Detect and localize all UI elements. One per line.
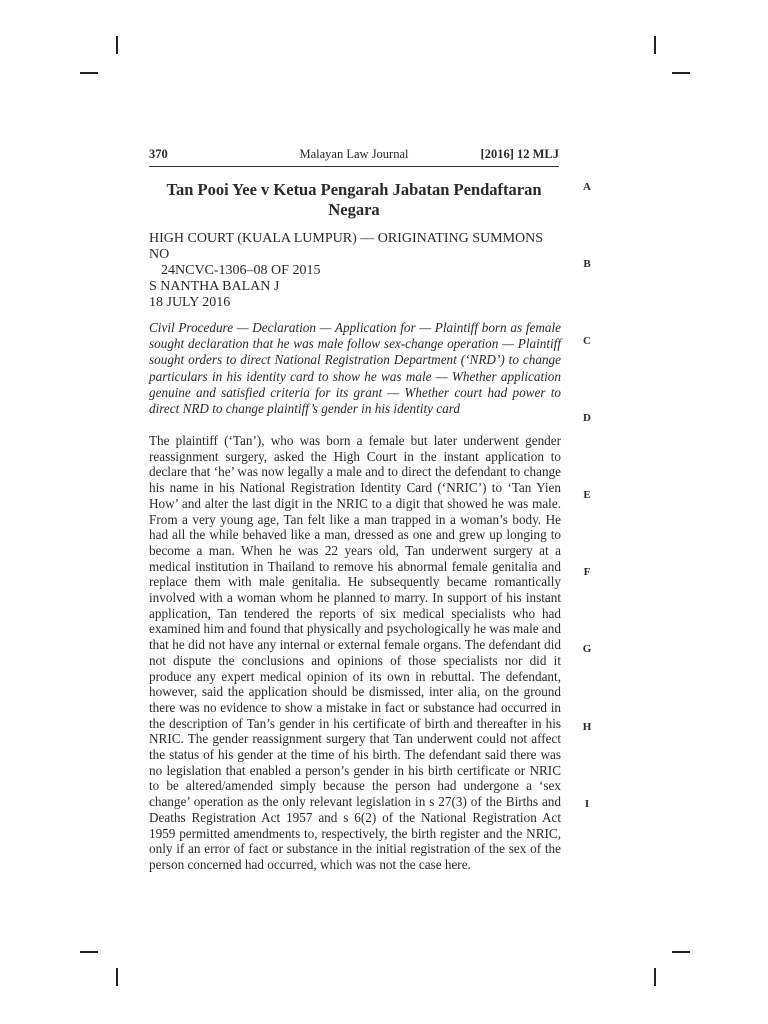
margin-letter-h: H bbox=[582, 721, 592, 733]
header-rule bbox=[149, 166, 559, 167]
judge-name: S NANTHA BALAN J bbox=[149, 279, 280, 294]
case-title: Tan Pooi Yee v Ketua Pengarah Jabatan Pendaftaran Negara bbox=[166, 180, 542, 219]
crop-mark-top-right-horizontal bbox=[672, 72, 690, 74]
case-number: 24NCVC-1306–08 OF 2015 bbox=[161, 263, 321, 278]
margin-letter-f: F bbox=[583, 566, 591, 578]
running-header bbox=[149, 147, 559, 165]
journal-citation: [2016] 12 MLJ bbox=[480, 147, 559, 161]
crop-mark-bottom-right-vertical bbox=[654, 968, 656, 986]
headnote-paragraph: The plaintiff (‘Tan’), who was born a female but later underwent gender reassignment surgery, asked the High Court in the instant application to declare that ‘he’ was now legally a male and to direct the defendant to change his name in his National Registration Identity Card (‘NRIC’) to ‘Tan Yien How’ and alter the last digit in the NRIC to a digit that showed he was male. From a very young age, Tan felt like a man trapped in a woman’s body. He had all the while behaved like a man, dressed as one and grew up longing to become a man. When he was 22 years old, Tan underwent surgery at a medical institution in Thailand to remove his abnormal female genitalia and replace them with male genitalia. He subsequently became romantically involved with a woman whom he planned to marry. In support of his instant application, Tan tendered the reports of six medical specialists who had examined him and found that physically and psychologically he was male and that he did not have any internal or external female organs. The defendant did not dispute the conclusions and opinions of those specialists nor did it produce any expert medical opinion of its own in rebuttal. The defendant, however, said the application should be dismissed, inter alia, on the ground there was no evidence to show a mistake in fact or substance had occurred in the description of Tan’s gender in his certificate of birth and thereafter in his NRIC. The gender reassignment surgery that Tan underwent could not affect the status of his gender at the time of his birth. The defendant said there was no legislation that enabled a person’s gender in his birth certificate or NRIC to be altered/amended simply because the person had undergone a ‘sex change’ operation as the only relevant legislation in s 27(3) of the Births and Deaths Registration Act 1957 and s 6(2) of the National Registration Act 1959 permitted amendments to, respectively, the birth register and the NRIC, only if an error of fact or substance in the initial registration of the sex of the person concerned had occurred, which was not the case here. bbox=[149, 433, 561, 872]
crop-mark-top-left-vertical bbox=[116, 36, 118, 54]
crop-mark-top-right-vertical bbox=[654, 36, 656, 54]
margin-letter-d: D bbox=[583, 412, 591, 424]
judgment-date: 18 JULY 2016 bbox=[149, 295, 231, 310]
crop-mark-bottom-right-horizontal bbox=[672, 951, 690, 953]
margin-letter-b: B bbox=[583, 258, 591, 270]
catchwords: Civil Procedure — Declaration — Application for — Plaintiff born as female sought declaration that he was male follow sex-change operation — Plaintiff sought orders to direct National Registration Department (‘NRD’) to change particulars in his identity card to show he was male — Whether application genuine and satisfied criteria for its grant — Whether court had power to direct NRD to change plaintiff’s gender in his identity card bbox=[149, 320, 561, 417]
crop-mark-bottom-left-horizontal bbox=[80, 951, 98, 953]
crop-mark-bottom-left-vertical bbox=[116, 968, 118, 986]
margin-letter-a: A bbox=[583, 181, 591, 193]
margin-letter-e: E bbox=[583, 489, 591, 501]
journal-name: Malayan Law Journal bbox=[299, 147, 409, 161]
court-info bbox=[149, 231, 559, 311]
page-number: 370 bbox=[149, 147, 168, 161]
crop-mark-top-left-horizontal bbox=[80, 72, 98, 74]
margin-letter-c: C bbox=[583, 335, 591, 347]
margin-letter-g: G bbox=[582, 643, 592, 655]
court-line: HIGH COURT (KUALA LUMPUR) — ORIGINATING SUMMONS NO bbox=[149, 231, 544, 262]
margin-letter-i: I bbox=[584, 798, 590, 810]
